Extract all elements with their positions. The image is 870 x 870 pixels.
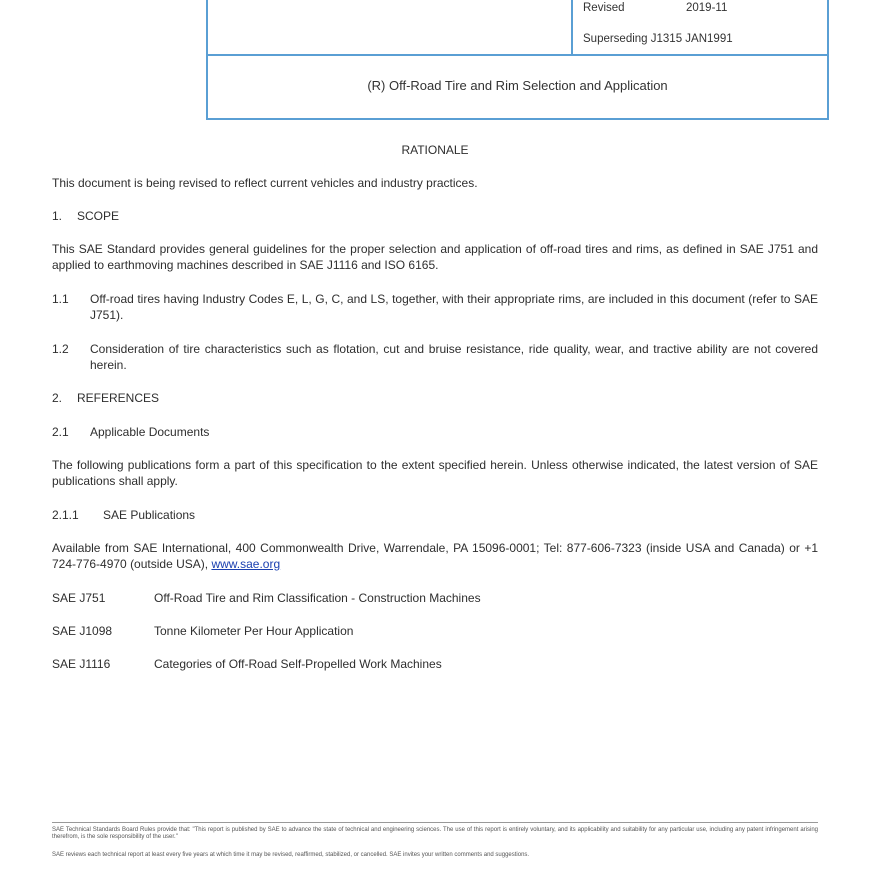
- applicable-documents-text: The following publications form a part of this specification to the extent specified herein. Unless otherwise indicated, the latest version of SAE publications shall apply.: [52, 458, 818, 488]
- footer-review-text: SAE reviews each technical report at least every five years at which time it may be revised, reaffirmed, stabilized, or cancelled. SAE invites your written comments and suggestions.: [52, 852, 530, 858]
- header-divider-vertical: [571, 0, 573, 54]
- section-number: 1.: [52, 209, 63, 223]
- scope-text: This SAE Standard provides general guidelines for the proper selection and application of off-road tires and rims, as defined in SAE J751 and applied to earthmoving machines described in SAE J1116 and ISO 6165.: [52, 242, 818, 272]
- footer-rules-text: SAE Technical Standards Board Rules provide that: "This report is published by SAE to advance the state of technical and engineering sciences. The use of this report is entirely voluntary, and its applicability and suitability for any particular use, including any patent infringement arising therefrom, is the sole responsibility of the user.": [52, 827, 818, 840]
- section-number: 2.: [52, 391, 63, 405]
- references-heading: REFERENCES: [77, 391, 160, 405]
- reference-title: Categories of Off-Road Self-Propelled Work Machines: [154, 657, 442, 671]
- superseding-note: Superseding J1315 JAN1991: [583, 33, 733, 45]
- document-title: (R) Off-Road Tire and Rim Selection and Application: [367, 78, 668, 93]
- applicable-documents-heading: Applicable Documents: [90, 425, 210, 439]
- subsubsection-number: 2.1.1: [52, 508, 79, 522]
- reference-title: Tonne Kilometer Per Hour Application: [154, 624, 354, 638]
- footer-rule: [52, 822, 818, 823]
- revised-date: 2019-11: [686, 2, 728, 14]
- revised-label: Revised: [583, 2, 625, 14]
- item-number: 1.2: [52, 342, 69, 356]
- reference-id: SAE J1098: [52, 624, 113, 638]
- header-divider-horizontal: [208, 54, 827, 56]
- availability-sentence: Available from SAE International, 400 Commonwealth Drive, Warrendale, PA 15096-0001; Tel: 877-606-7323 (inside USA and Canada) or +1 724-776-4970 (outside USA),: [52, 541, 818, 571]
- sae-website-link[interactable]: www.sae.org: [211, 557, 281, 571]
- rationale-text: This document is being revised to reflect current vehicles and industry practices.: [52, 176, 478, 190]
- scope-item-text: Consideration of tire characteristics such as flotation, cut and bruise resistance, ride quality, wear, and tractive ability are not covered herein.: [90, 342, 818, 372]
- item-number: 1.1: [52, 292, 69, 306]
- reference-title: Off-Road Tire and Rim Classification - Construction Machines: [154, 591, 481, 605]
- availability-text: [52, 540, 818, 572]
- document-header-box: [206, 0, 829, 120]
- reference-id: SAE J1116: [52, 657, 111, 671]
- scope-heading: SCOPE: [77, 209, 120, 223]
- rationale-heading: RATIONALE: [401, 143, 469, 157]
- scope-item-text: Off-road tires having Industry Codes E, L, G, C, and LS, together, with their appropriate rims, are included in this document (refer to SAE J751).: [90, 292, 818, 322]
- sae-publications-heading: SAE Publications: [103, 508, 196, 522]
- reference-id: SAE J751: [52, 591, 106, 605]
- subsection-number: 2.1: [52, 425, 69, 439]
